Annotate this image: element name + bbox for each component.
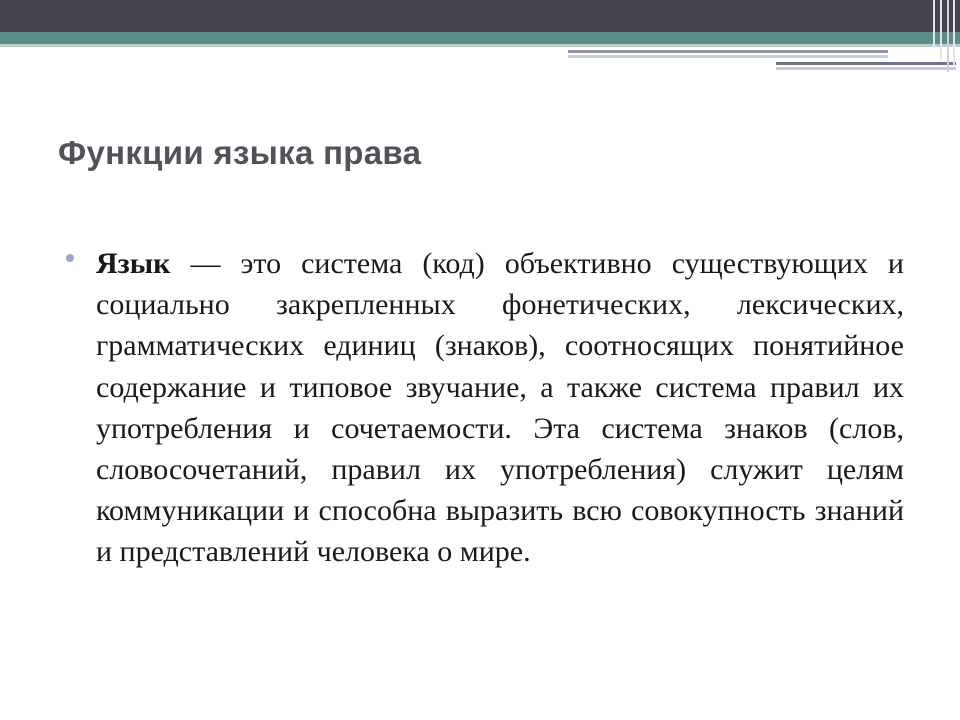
bullet-dot-icon (66, 254, 74, 262)
decorative-vertical-line (940, 0, 942, 60)
decorative-vertical-line (953, 0, 955, 66)
decorative-stripe (776, 62, 956, 65)
accent-band (0, 32, 960, 44)
bullet-list (66, 243, 904, 573)
bullet-text: — это система (код) объективно существующих и социально закрепленных фонетических, лексических, грамматических единиц (знаков), соотносящих понятийное содержание и типовое звучание, а также система правил их употребления и сочетаемости. Эта система знаков (слов, словосочетаний, правил их употребления) служит целям коммуникации и способна выразить всю совокупность знаний и представлений человека о мире. (96, 247, 904, 569)
accent-band-shadow (0, 44, 960, 47)
bullet-item (66, 243, 904, 573)
slide-title: Функции языка права (58, 134, 422, 171)
bullet-term: Язык (96, 247, 171, 280)
decorative-vertical-line (933, 0, 935, 48)
decorative-stripe (568, 50, 888, 53)
decorative-vertical-line (947, 0, 949, 72)
decorative-stripe (568, 55, 888, 58)
decorative-stripe (776, 67, 956, 70)
header-band (0, 0, 960, 32)
